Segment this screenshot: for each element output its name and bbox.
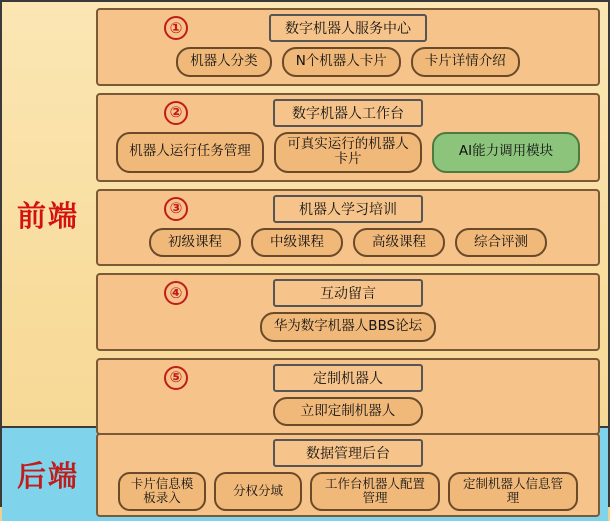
group-items-3 xyxy=(104,228,592,258)
frontend-groups xyxy=(94,2,608,426)
group-items-5 xyxy=(104,397,592,427)
group-training xyxy=(96,189,600,267)
item-intermediate-course[interactable]: 中级课程 xyxy=(251,228,343,258)
item-robot-classification[interactable]: 机器人分类 xyxy=(176,47,272,77)
group-items-4 xyxy=(104,312,592,342)
group-title-4: 互动留言 xyxy=(273,279,423,307)
item-comprehensive-assessment[interactable]: 综合评测 xyxy=(455,228,547,258)
item-ai-capability-module[interactable]: AI能力调用模块 xyxy=(432,132,580,173)
item-robot-cards[interactable]: N个机器人卡片 xyxy=(282,47,401,77)
backend-label: 后端 xyxy=(16,458,79,493)
group-title-2: 数字机器人工作台 xyxy=(273,99,423,127)
group-items-1 xyxy=(104,47,592,77)
group-data-management xyxy=(96,433,600,517)
item-customize-now[interactable]: 立即定制机器人 xyxy=(273,397,423,427)
group-service-center xyxy=(96,8,600,86)
item-advanced-course[interactable]: 高级课程 xyxy=(353,228,445,258)
group-interaction xyxy=(96,273,600,351)
group-header xyxy=(104,196,592,222)
group-number-3: ③ xyxy=(164,197,188,221)
group-customization xyxy=(96,358,600,436)
group-number-1: ① xyxy=(164,16,188,40)
item-workbench-robot-config[interactable]: 工作台机器人配置管理 xyxy=(310,472,440,511)
group-number-4: ④ xyxy=(164,281,188,305)
group-items-2 xyxy=(104,132,592,173)
item-card-detail[interactable]: 卡片详情介绍 xyxy=(411,47,520,77)
group-title-1: 数字机器人服务中心 xyxy=(269,14,427,42)
group-workbench xyxy=(96,93,600,182)
item-card-template-entry[interactable]: 卡片信息模板录入 xyxy=(118,472,206,511)
group-number-2: ② xyxy=(164,101,188,125)
item-beginner-course[interactable]: 初级课程 xyxy=(149,228,241,258)
frontend-region xyxy=(2,2,608,426)
frontend-label: 前端 xyxy=(16,198,79,233)
group-header xyxy=(104,280,592,306)
group-title-backend: 数据管理后台 xyxy=(273,439,423,467)
group-header xyxy=(104,100,592,126)
group-title-3: 机器人学习培训 xyxy=(273,195,423,223)
item-runnable-robot-card[interactable]: 可真实运行的机器人卡片 xyxy=(274,132,422,173)
item-permission-domain[interactable]: 分权分域 xyxy=(214,472,302,511)
group-title-5: 定制机器人 xyxy=(273,364,423,392)
item-custom-robot-info[interactable]: 定制机器人信息管理 xyxy=(448,472,578,511)
group-header xyxy=(104,365,592,391)
group-header xyxy=(104,15,592,41)
group-number-5: ⑤ xyxy=(164,366,188,390)
item-task-management[interactable]: 机器人运行任务管理 xyxy=(116,132,264,173)
group-header xyxy=(104,439,592,467)
item-bbs-forum[interactable]: 华为数字机器人BBS论坛 xyxy=(260,312,436,342)
backend-items xyxy=(104,472,592,511)
